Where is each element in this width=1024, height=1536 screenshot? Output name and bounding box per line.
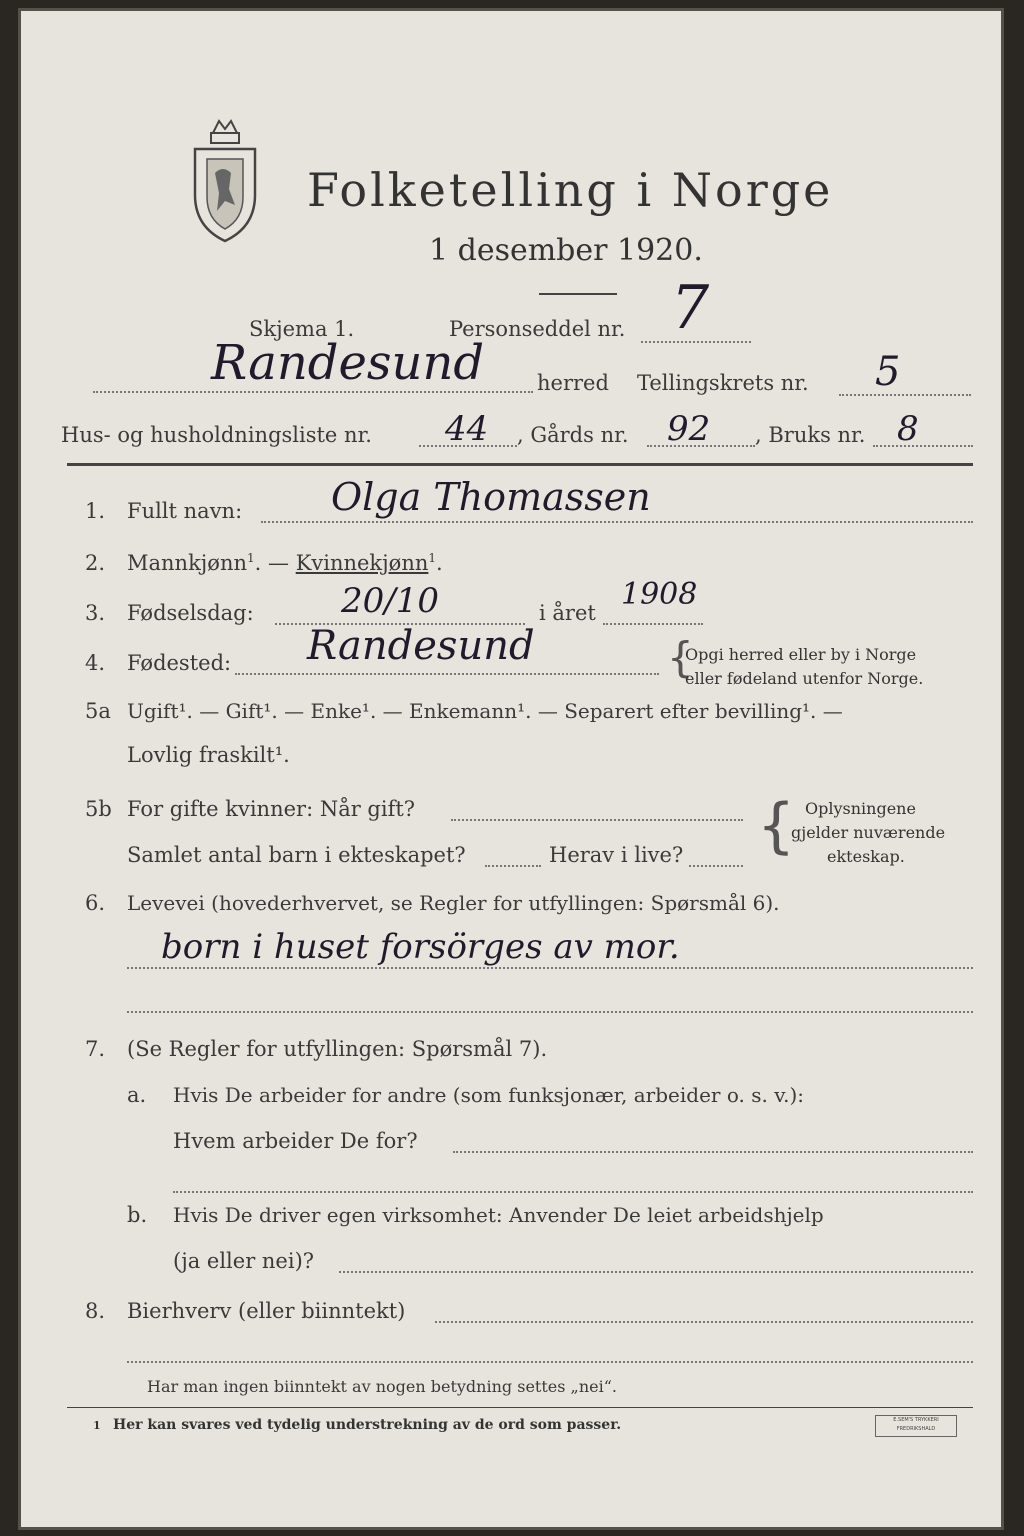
q7a-line-1 (453, 1151, 973, 1153)
q7a-line-2 (173, 1191, 973, 1193)
q7b-question: (ja eller nei)? (173, 1249, 315, 1273)
q5a-line-1: Ugift¹. — Gift¹. — Enke¹. — Enkemann¹. — Separert efter bevilling¹. — (127, 699, 843, 723)
q1-value: Olga Thomassen (331, 475, 651, 519)
q4-note-1: Opgi herred eller by i Norge (685, 645, 917, 664)
footnote-text: Her kan svares ved tydelig understrekning av de ord som passer. (113, 1417, 622, 1433)
q2-number: 2. (85, 551, 106, 575)
tellingskrets-value: 5 (875, 349, 901, 395)
q5b-note-1: Oplysningene (805, 799, 916, 818)
q3-year-value: 1908 (621, 577, 698, 612)
q6-line-1 (127, 967, 973, 969)
q7a-text: Hvis De arbeider for andre (som funksjonær, arbeider o. s. v.): (173, 1083, 805, 1107)
bruks-line (873, 445, 973, 447)
q3-year-line (603, 623, 703, 625)
q5b-note-3: ekteskap. (827, 847, 905, 866)
hus-label: Hus- og husholdningsliste nr. (61, 423, 372, 447)
q2-option-male: Mannkjønn (127, 551, 248, 575)
q4-brace: { (667, 633, 694, 682)
q4-note-2: eller fødeland utenfor Norge. (685, 669, 924, 688)
q5b-label-2: Samlet antal barn i ekteskapet? (127, 843, 466, 867)
q4-number: 4. (85, 651, 106, 675)
footnote-mark: 1 (93, 1419, 101, 1432)
q5b-number: 5b (85, 797, 112, 821)
biinntekt-note: Har man ingen biinntekt av nogen betydning settes „nei“. (147, 1377, 617, 1396)
q4-line (235, 673, 659, 675)
q2-text: Mannkjønn$^1$. — Kvinnekjønn$^1$. (127, 551, 443, 575)
q5b-note-2: gjelder nuværende (791, 823, 946, 842)
census-date: 1 desember 1920. (429, 233, 703, 268)
q6-value: born i huset forsörges av mor. (161, 927, 680, 967)
q6-label: Levevei (hovederhvervet, se Regler for utfyllingen: Spørsmål 6). (127, 891, 780, 915)
q7a-number: a. (127, 1083, 147, 1107)
skjema-label: Skjema 1. (249, 317, 355, 341)
q5a-line-2: Lovlig fraskilt¹. (127, 743, 290, 767)
q5b-brace: { (757, 791, 796, 861)
personseddel-value: 7 (671, 273, 710, 343)
footnote-rule (67, 1407, 973, 1408)
title-divider (539, 293, 617, 295)
q3-year-label: i året (539, 601, 596, 625)
q8-label: Bierhverv (eller biinntekt) (127, 1299, 406, 1323)
gards-label: , Gårds nr. (517, 423, 629, 447)
q7-label: (Se Regler for utfyllingen: Spørsmål 7). (127, 1037, 548, 1061)
q1-line (261, 521, 973, 523)
q8-line-2 (127, 1361, 973, 1363)
q6-line-2 (127, 1011, 973, 1013)
personseddel-label: Personseddel nr. (449, 317, 626, 341)
header-rule (67, 463, 973, 466)
q7b-number: b. (127, 1203, 148, 1227)
bruks-value: 8 (897, 409, 919, 449)
printer-stamp: E.SEM'S TRYKKERI FREDRIKSHALD (875, 1415, 957, 1437)
q8-number: 8. (85, 1299, 106, 1323)
census-form-sheet (18, 8, 1004, 1530)
gards-value: 92 (667, 409, 711, 449)
q7-number: 7. (85, 1037, 106, 1061)
q6-number: 6. (85, 891, 106, 915)
q4-value: Randesund (307, 623, 535, 669)
q3-number: 3. (85, 601, 106, 625)
tellingskrets-line (839, 394, 971, 396)
herred-line (93, 391, 533, 393)
q3-label: Fødselsdag: (127, 601, 254, 625)
q1-number: 1. (85, 499, 106, 523)
herred-label: herred (537, 371, 609, 395)
herred-value: Randesund (211, 335, 485, 391)
q5b-line-2 (485, 865, 541, 867)
q2-option-female: Kvinnekjønn (295, 551, 429, 575)
q7b-text: Hvis De driver egen virksomhet: Anvender De leiet arbeidshjelp (173, 1203, 824, 1227)
q5b-line-1 (451, 819, 743, 821)
q3-date-value: 20/10 (341, 581, 439, 621)
tellingskrets-label: Tellingskrets nr. (637, 371, 809, 395)
q5b-line-3 (689, 865, 743, 867)
bruks-label: , Bruks nr. (755, 423, 866, 447)
q1-label: Fullt navn: (127, 499, 243, 523)
form-title: Folketelling i Norge (307, 163, 834, 217)
hus-value: 44 (445, 409, 489, 449)
q5b-label-3: Herav i live? (549, 843, 684, 867)
q5b-label-1: For gifte kvinner: Når gift? (127, 797, 416, 821)
q7b-line (339, 1271, 973, 1273)
coat-of-arms-icon (185, 115, 265, 245)
q5a-number: 5a (85, 699, 111, 723)
q8-line-1 (435, 1321, 973, 1323)
q7a-question: Hvem arbeider De for? (173, 1129, 418, 1153)
q4-label: Fødested: (127, 651, 232, 675)
